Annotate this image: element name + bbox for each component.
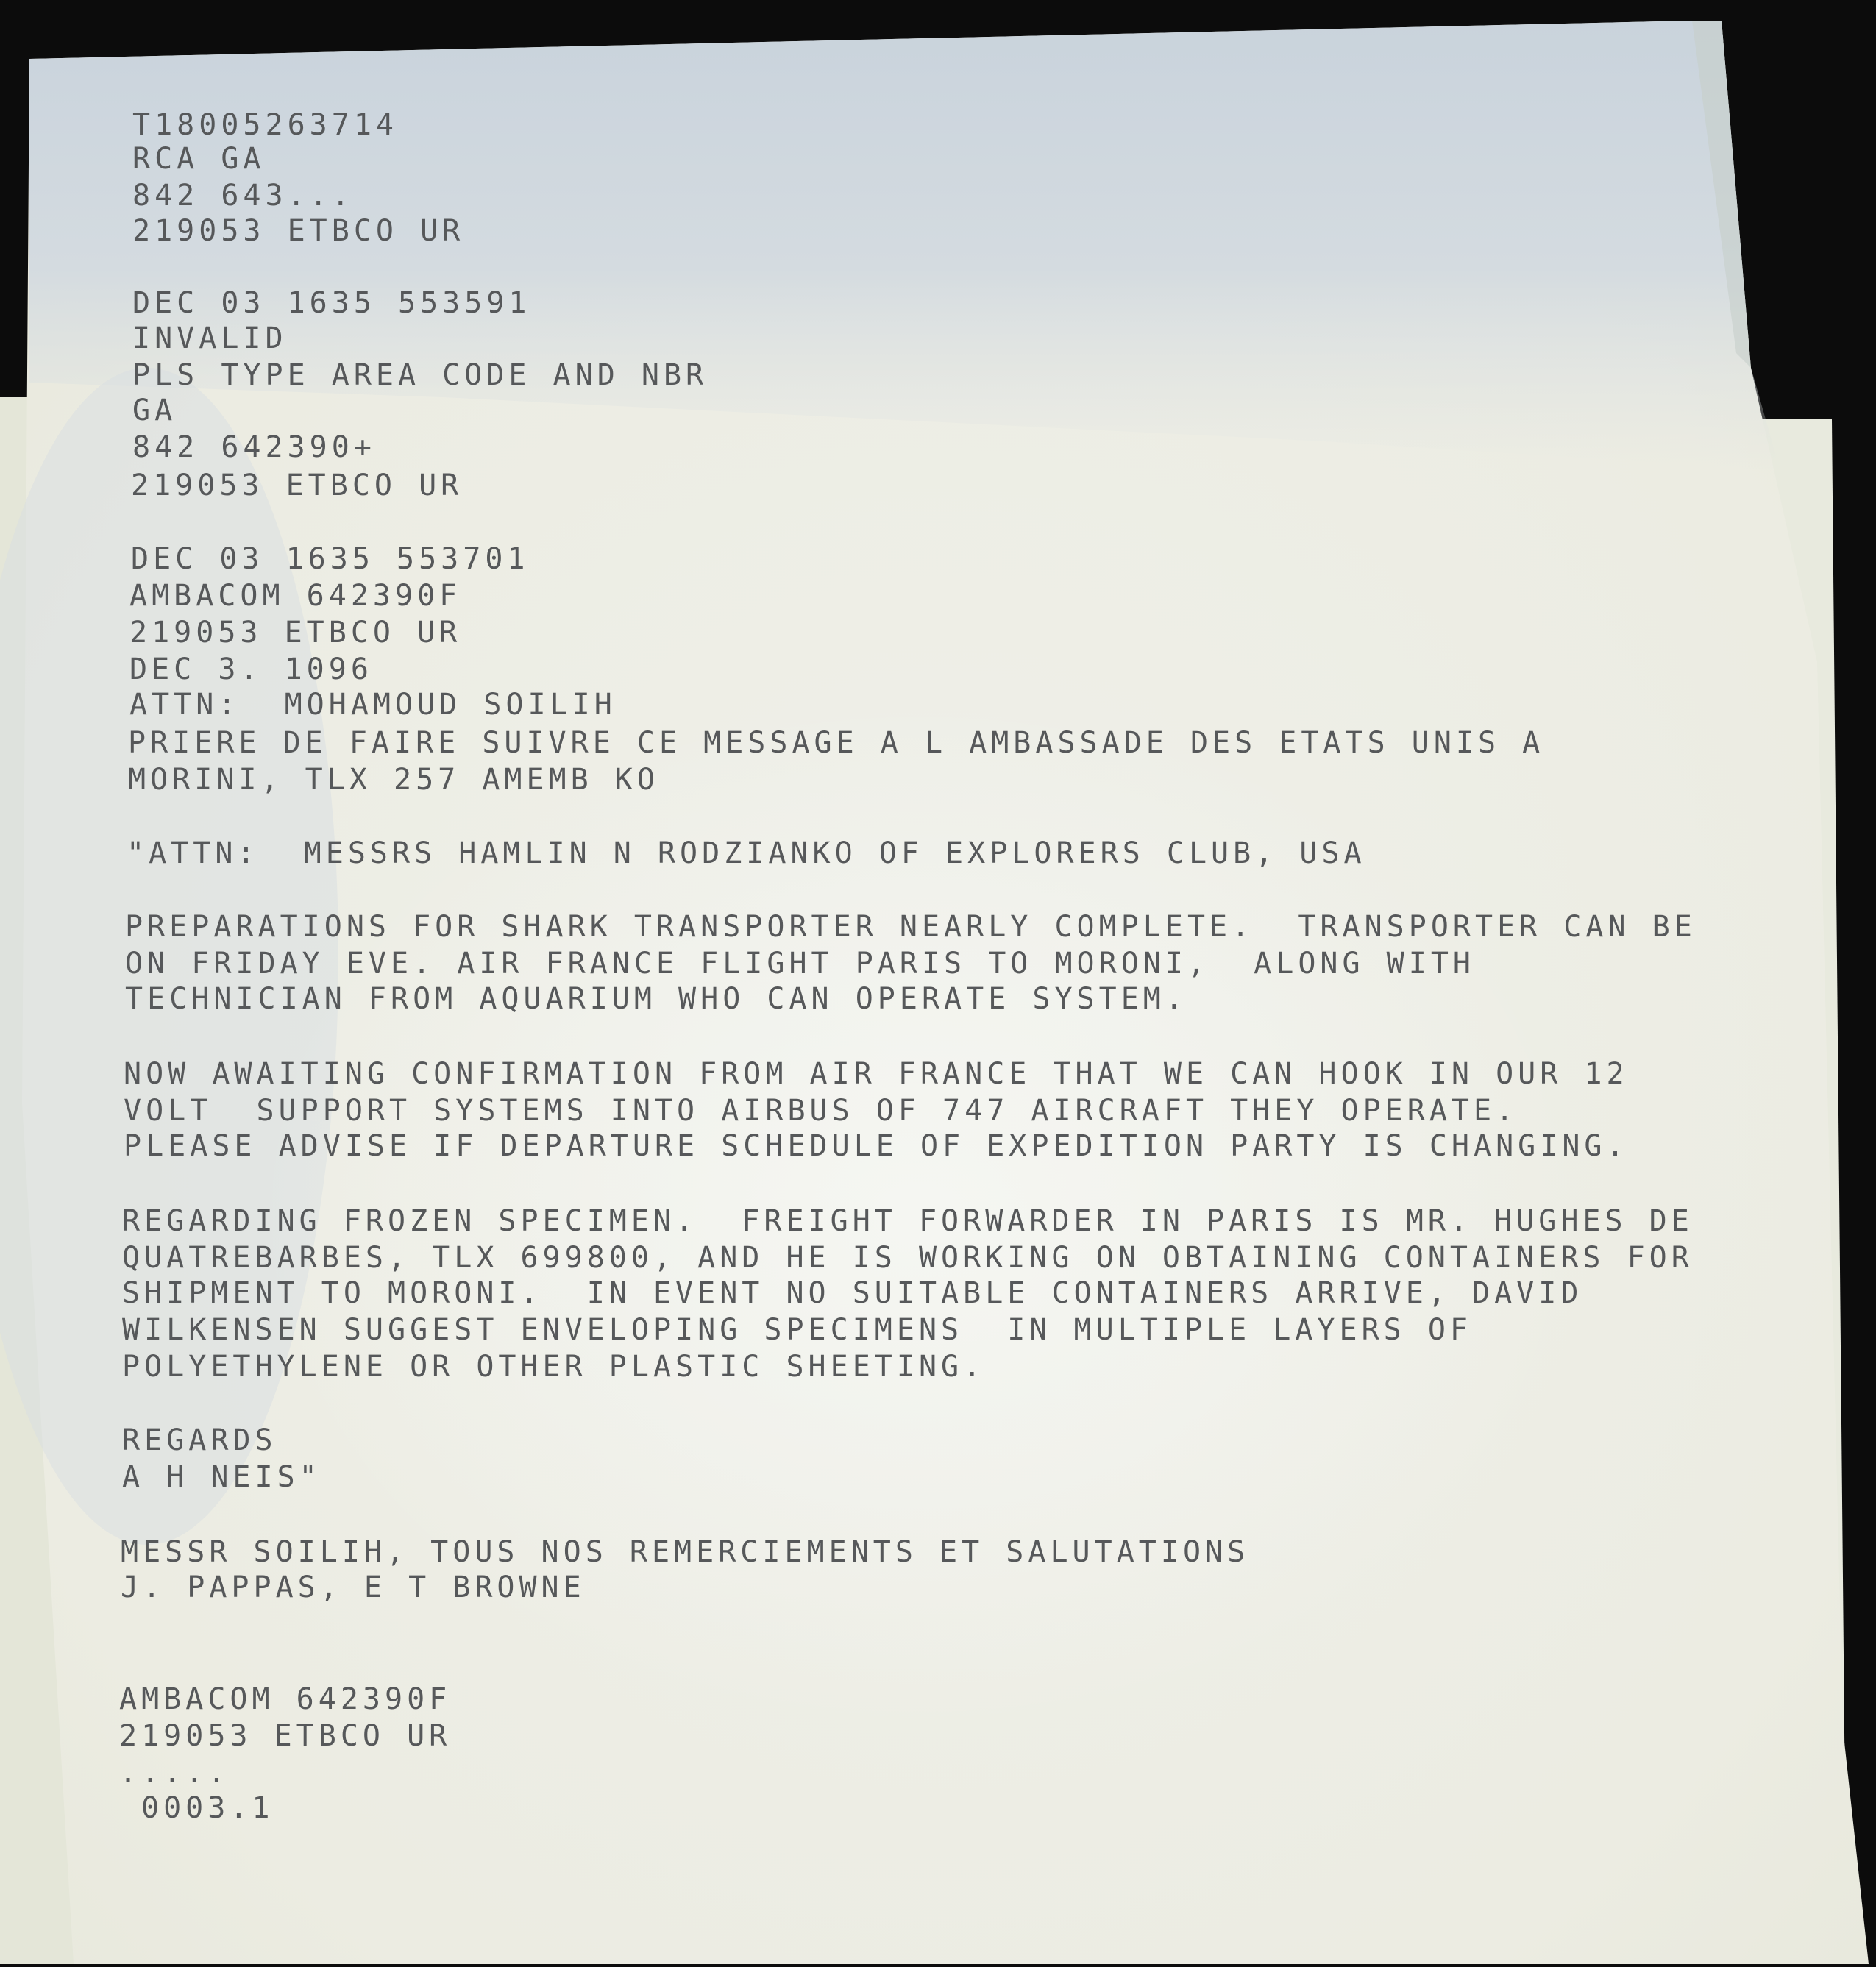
paragraph-line: VOLT SUPPORT SYSTEMS INTO AIRBUS OF 747 AIRCRAFT THEY OPERATE. bbox=[124, 1094, 1518, 1128]
ticket-number: T18005263714 bbox=[132, 108, 398, 142]
recipient-answerback: AMBACOM 642390F bbox=[119, 1682, 452, 1716]
paragraph-line: POLYETHYLENE OR OTHER PLASTIC SHEETING. bbox=[122, 1350, 986, 1384]
paragraph-line: WILKENSEN SUGGEST ENVELOPING SPECIMENS IN MULTIPLE LAYERS OF bbox=[122, 1313, 1473, 1347]
message-date: DEC 3. 1096 bbox=[129, 652, 373, 686]
paragraph-line: QUATREBARBES, TLX 699800, AND HE IS WORKING ON OBTAINING CONTAINERS FOR bbox=[122, 1241, 1694, 1275]
sender-answerback: 219053 ETBCO UR bbox=[129, 616, 462, 650]
end-code: 0003.1 bbox=[141, 1791, 274, 1825]
service-line: RCA GA bbox=[132, 142, 266, 176]
forward-request-line: PRIERE DE FAIRE SUIVRE CE MESSAGE A L AMBASSADE DES ETATS UNIS A bbox=[128, 726, 1545, 760]
paragraph-line: PLEASE ADVISE IF DEPARTURE SCHEDULE OF EXPEDITION PARTY IS CHANGING. bbox=[124, 1129, 1629, 1163]
separator-dots: ..... bbox=[119, 1756, 230, 1790]
dialed-number: 842 643... bbox=[132, 179, 354, 213]
paragraph-line: SHIPMENT TO MORONI. IN EVENT NO SUITABLE CONTAINERS ARRIVE, DAVID bbox=[122, 1276, 1583, 1310]
status-line: INVALID bbox=[132, 321, 288, 355]
recipient-answerback: AMBACOM 642390F bbox=[129, 579, 462, 613]
thanks-line: MESSR SOILIH, TOUS NOS REMERCIEMENTS ET SALUTATIONS bbox=[121, 1535, 1250, 1569]
attention-line: ATTN: MOHAMOUD SOILIH bbox=[129, 688, 617, 722]
closing-line: REGARDS bbox=[122, 1423, 277, 1457]
forward-request-line: MORINI, TLX 257 AMEMB KO bbox=[128, 763, 659, 797]
timestamp-line: DEC 03 1635 553701 bbox=[131, 542, 530, 576]
paragraph-line: ON FRIDAY EVE. AIR FRANCE FLIGHT PARIS TO MORONI, ALONG WITH bbox=[125, 947, 1476, 981]
paragraph-line: NOW AWAITING CONFIRMATION FROM AIR FRANCE THAT WE CAN HOOK IN OUR 12 bbox=[124, 1057, 1629, 1091]
answerback-line: 219053 ETBCO UR bbox=[132, 214, 465, 248]
attention-line: "ATTN: MESSRS HAMLIN N RODZIANKO OF EXPLORERS CLUB, USA bbox=[127, 836, 1366, 870]
paragraph-line: PREPARATIONS FOR SHARK TRANSPORTER NEARLY COMPLETE. TRANSPORTER CAN BE bbox=[125, 910, 1696, 944]
timestamp-line: DEC 03 1635 553591 bbox=[132, 286, 531, 320]
paragraph-line: TECHNICIAN FROM AQUARIUM WHO CAN OPERATE SYSTEM. bbox=[125, 982, 1187, 1016]
command-line: GA bbox=[132, 394, 177, 427]
paragraph-line: REGARDING FROZEN SPECIMEN. FREIGHT FORWARDER IN PARIS IS MR. HUGHES DE bbox=[122, 1204, 1694, 1238]
senders-line: J. PAPPAS, E T BROWNE bbox=[121, 1571, 586, 1604]
answerback-line: 219053 ETBCO UR bbox=[131, 469, 463, 502]
sender-answerback: 219053 ETBCO UR bbox=[119, 1719, 452, 1753]
dialed-number: 842 642390+ bbox=[132, 430, 376, 464]
prompt-line: PLS TYPE AREA CODE AND NBR bbox=[132, 358, 708, 392]
signature-line: A H NEIS" bbox=[122, 1460, 321, 1494]
